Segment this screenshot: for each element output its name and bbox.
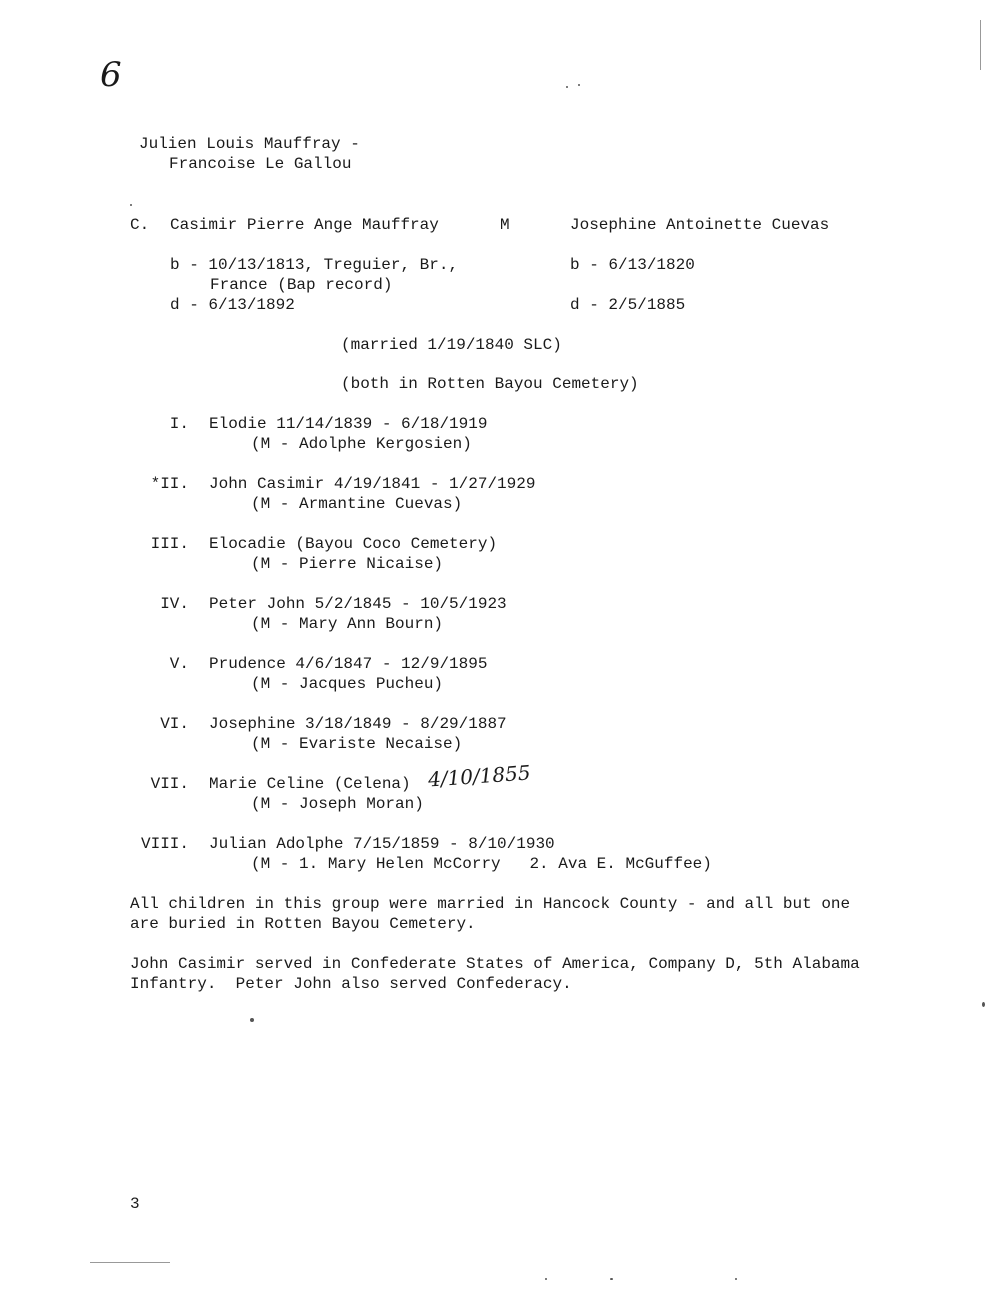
child-spouse: (M - 1. Mary Helen McCorry 2. Ava E. McGuffee) [251,855,712,873]
burial-note: (both in Rotten Bayou Cemetery) [341,375,639,393]
scan-edge-line [90,1262,170,1263]
child-number: *II. [150,475,189,493]
child-name: Elodie 11/14/1839 - 6/18/1919 [209,415,488,433]
scan-speck [250,1018,254,1022]
scan-speck [982,1002,985,1007]
scan-speck [735,1278,737,1280]
child-number: V. [169,655,189,673]
wife-death: d - 2/5/1885 [570,296,686,314]
child-number: VIII. [140,835,189,853]
scan-speck [545,1278,547,1280]
child-name: Peter John 5/2/1845 - 10/5/1923 [209,595,507,613]
child-name: Josephine 3/18/1849 - 8/29/1887 [209,715,507,733]
child-name: Prudence 4/6/1847 - 12/9/1895 [209,655,488,673]
family-line-2: Francoise Le Gallou [169,155,352,173]
child-name: Marie Celine (Celena) [209,775,411,793]
family-line-1: Julien Louis Mauffray - [139,135,360,153]
child-number: VI. [160,715,189,733]
child-name: John Casimir 4/19/1841 - 1/27/1929 [209,475,536,493]
child-number: VII. [150,775,189,793]
scan-speck [610,1278,613,1280]
husband-birth-cont: France (Bap record) [210,276,393,294]
child-spouse: (M - Joseph Moran) [251,795,424,813]
husband-name: Casimir Pierre Ange Mauffray [170,216,439,234]
child-spouse: (M - Adolphe Kergosien) [251,435,472,453]
scan-speck [578,84,580,86]
child-spouse: (M - Armantine Cuevas) [251,495,463,513]
scan-speck [130,204,132,206]
marriage-symbol: M [500,216,510,234]
husband-birth: b - 10/13/1813, Treguier, Br., [170,256,459,274]
husband-death: d - 6/13/1892 [170,296,295,314]
scan-speck [566,86,568,88]
wife-birth: b - 6/13/1820 [570,256,695,274]
paragraph-2-line-1: John Casimir served in Confederate States of America, Company D, 5th Alabama [130,955,860,973]
child-spouse: (M - Mary Ann Bourn) [251,615,444,633]
child-name: Elocadie (Bayou Coco Cemetery) [209,535,498,553]
paragraph-2-line-2: Infantry. Peter John also served Confederacy. [130,975,572,993]
handwritten-date: 4/10/1855 [427,760,532,792]
child-name: Julian Adolphe 7/15/1859 - 8/10/1930 [209,835,555,853]
page-mark: 6 [100,55,122,95]
child-spouse: (M - Evariste Necaise) [251,735,463,753]
child-spouse: (M - Pierre Nicaise) [251,555,444,573]
child-spouse: (M - Jacques Pucheu) [251,675,444,693]
wife-name: Josephine Antoinette Cuevas [570,216,830,234]
child-number: I. [169,415,189,433]
page-number: 3 [130,1195,140,1213]
married-note: (married 1/19/1840 SLC) [341,336,562,354]
paragraph-1-line-2: are buried in Rotten Bayou Cemetery. [130,915,476,933]
scan-edge-line [980,20,981,70]
child-number: IV. [160,595,189,613]
couple-letter: C. [130,216,150,234]
paragraph-1-line-1: All children in this group were married in Hancock County - and all but one [130,895,851,913]
child-number: III. [150,535,189,553]
